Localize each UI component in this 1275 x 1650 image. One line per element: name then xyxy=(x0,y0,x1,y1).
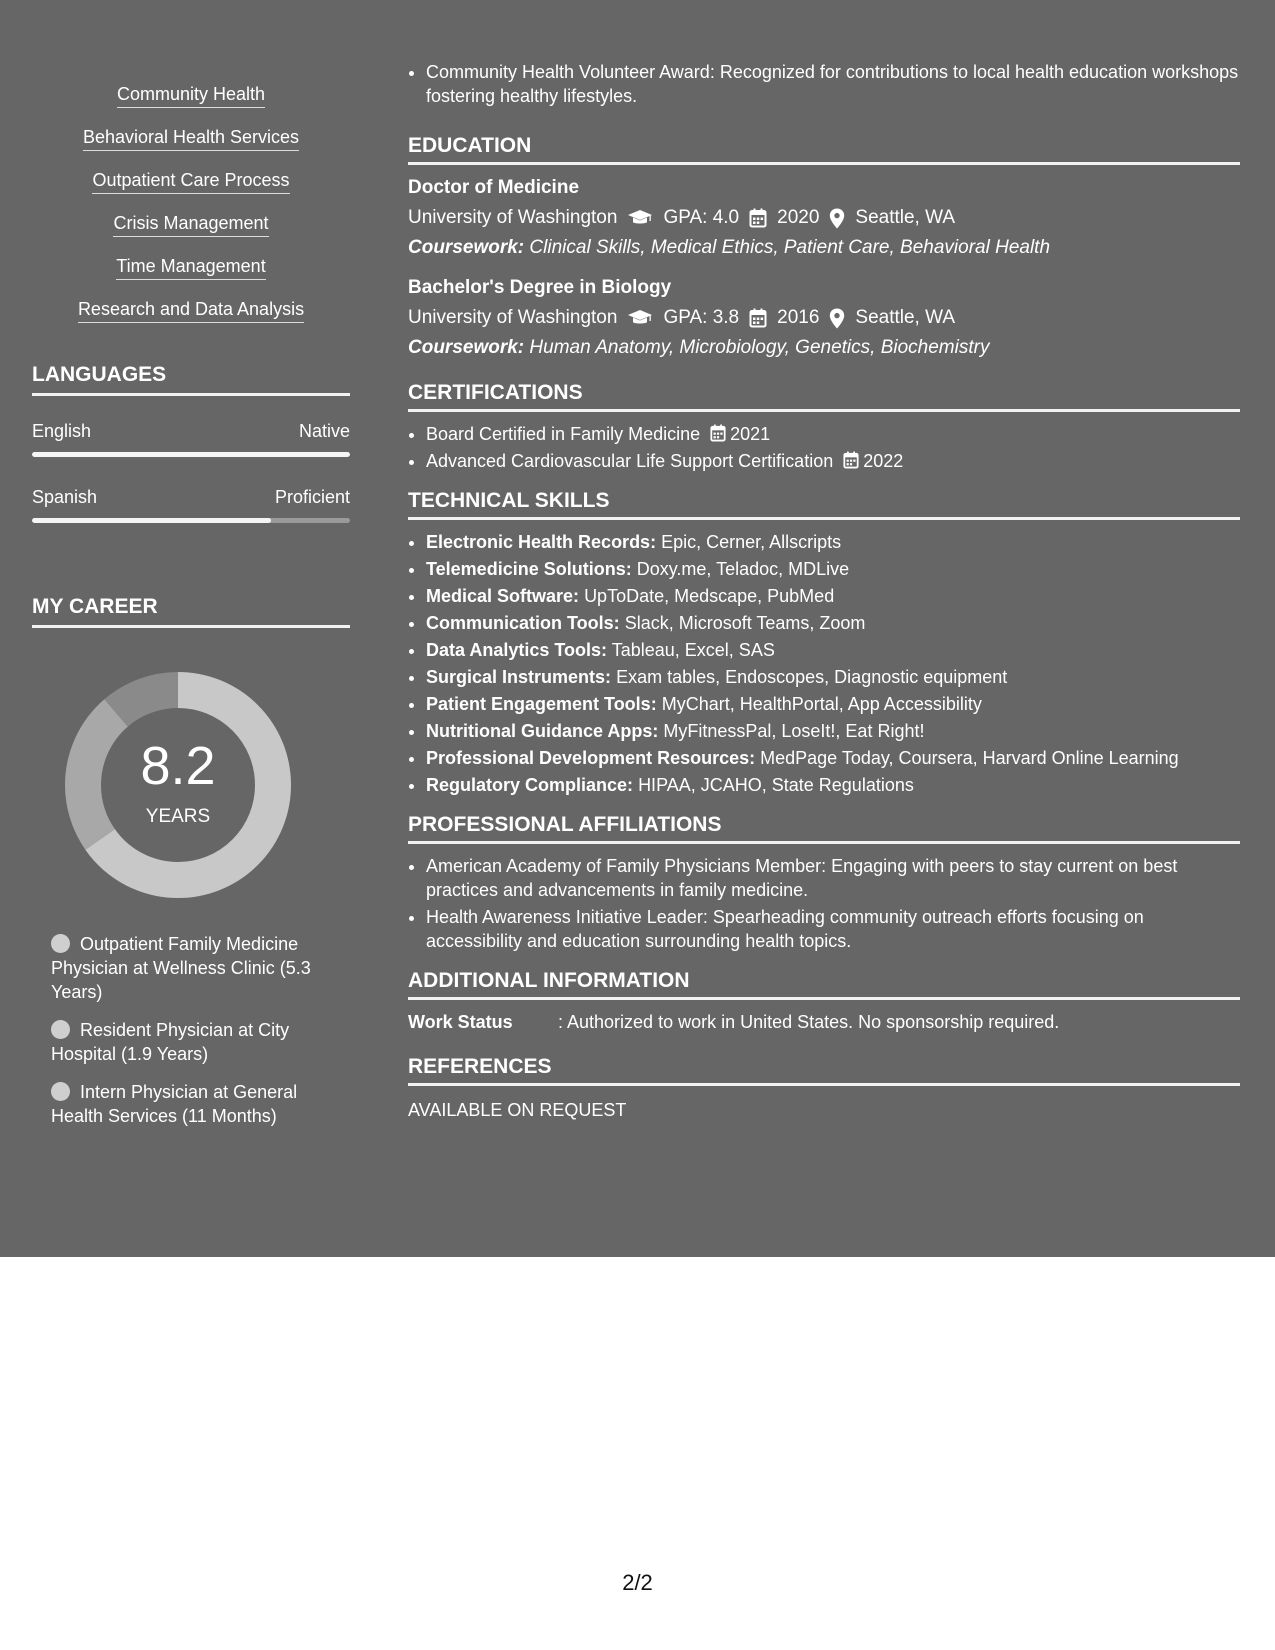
coursework-value: Clinical Skills, Medical Ethics, Patient Care, Behavioral Health xyxy=(529,237,1051,258)
awards-list xyxy=(408,60,1240,108)
skill-values: Tableau, Excel, SAS xyxy=(611,640,775,660)
degree-title: Bachelor's Degree in Biology xyxy=(408,277,672,298)
additional-info-heading: ADDITIONAL INFORMATION xyxy=(408,969,1240,1000)
school-location: Seattle, WA xyxy=(855,207,956,228)
skill-item xyxy=(32,127,350,151)
skill-label: Community Health xyxy=(117,84,265,108)
sidebar xyxy=(32,60,350,1142)
skill-item xyxy=(32,299,350,323)
skill-label: Time Management xyxy=(116,256,265,280)
skill-category: Patient Engagement Tools: xyxy=(426,694,657,714)
work-status-label: Work Status xyxy=(408,1012,513,1032)
language-proficiency-bar xyxy=(32,452,350,457)
skill-label: Crisis Management xyxy=(113,213,268,237)
work-status-value: : Authorized to work in United States. No sponsorship required. xyxy=(558,1012,1060,1032)
career-total-unit: YEARS xyxy=(145,806,211,827)
certifications-list xyxy=(408,422,1240,473)
technical-skill-item xyxy=(426,665,1240,689)
career-total-value: 8.2 xyxy=(140,736,216,796)
affiliation-item: • Health Awareness Initiative Leader: Spearheading community outreach efforts focusing on accessibility and education surrounding health topics. xyxy=(426,905,1240,953)
skill-category: Regulatory Compliance: xyxy=(426,775,634,795)
skill-item xyxy=(32,84,350,108)
technical-skill-item xyxy=(426,719,1240,743)
skill-category: Nutritional Guidance Apps: xyxy=(426,721,659,741)
graduation-year: 2016 xyxy=(777,307,820,328)
school-name: University of Washington xyxy=(408,307,618,328)
skill-values: MyFitnessPal, LoseIt!, Eat Right! xyxy=(663,721,925,741)
legend-label: Resident Physician at City Hospital (1.9 Years) xyxy=(51,1020,290,1064)
language-proficiency-fill xyxy=(32,452,350,457)
school-location: Seattle, WA xyxy=(855,307,956,328)
skill-values: UpToDate, Medscape, PubMed xyxy=(584,586,835,606)
technical-skill-item xyxy=(426,638,1240,662)
language-name: Spanish xyxy=(32,487,98,507)
language-spanish xyxy=(32,487,350,523)
gpa: GPA: 3.8 xyxy=(663,307,740,328)
skill-item xyxy=(32,170,350,194)
calendar-icon xyxy=(749,208,767,228)
technical-skill-item xyxy=(426,584,1240,608)
technical-skill-item xyxy=(426,557,1240,581)
certification-year: 2022 xyxy=(863,451,904,471)
language-level: Proficient xyxy=(274,487,350,507)
skill-category: Medical Software: xyxy=(426,586,580,606)
graduation-cap-icon xyxy=(627,209,653,227)
technical-skills-list xyxy=(408,530,1240,797)
calendar-icon xyxy=(843,451,859,469)
page-number: 2/2 xyxy=(622,1570,653,1595)
technical-skill-item xyxy=(426,746,1240,770)
skill-category: Telemedicine Solutions: xyxy=(426,559,632,579)
technical-skills-heading: TECHNICAL SKILLS xyxy=(408,489,1240,520)
certification-year: 2021 xyxy=(730,424,771,444)
coursework xyxy=(408,337,1240,359)
skill-category: Communication Tools: xyxy=(426,613,620,633)
affiliation-item: • American Academy of Family Physicians Member: Engaging with peers to stay current on best practices and advancements in family medicine. xyxy=(426,854,1240,902)
location-pin-icon xyxy=(829,208,845,229)
technical-skill-item xyxy=(426,611,1240,635)
legend-dot xyxy=(51,1020,70,1039)
main-content xyxy=(408,60,1240,1121)
coursework-label: Coursework: xyxy=(408,337,525,358)
certifications-heading: CERTIFICATIONS xyxy=(408,381,1240,412)
technical-skill-item xyxy=(426,773,1240,797)
coursework-value: Human Anatomy, Microbiology, Genetics, Biochemistry xyxy=(529,337,990,358)
legend-label: Intern Physician at General Health Services (11 Months) xyxy=(51,1082,298,1126)
career-donut-chart xyxy=(65,672,291,898)
languages-heading: LANGUAGES xyxy=(32,363,350,396)
language-level: Native xyxy=(298,421,350,441)
skill-item xyxy=(32,256,350,280)
legend-label: Outpatient Family Medicine Physician at Wellness Clinic (5.3 Years) xyxy=(51,934,311,1002)
career-legend-item xyxy=(51,932,350,1004)
skills-list xyxy=(32,84,350,323)
career-heading: MY CAREER xyxy=(32,595,350,628)
technical-skill-item xyxy=(426,530,1240,554)
technical-skill-item xyxy=(426,692,1240,716)
graduation-year: 2020 xyxy=(777,207,820,228)
location-pin-icon xyxy=(829,308,845,329)
gpa: GPA: 4.0 xyxy=(663,207,740,228)
calendar-icon xyxy=(710,424,726,442)
legend-dot xyxy=(51,1082,70,1101)
skill-values: Doxy.me, Teladoc, MDLive xyxy=(636,559,850,579)
coursework xyxy=(408,237,1240,259)
calendar-icon xyxy=(749,308,767,328)
language-name: English xyxy=(32,421,92,441)
skill-values: MedPage Today, Coursera, Harvard Online Learning xyxy=(760,748,1179,768)
school-name: University of Washington xyxy=(408,207,618,228)
education-item xyxy=(408,177,1240,259)
certification-item xyxy=(426,449,1240,473)
references-value: AVAILABLE ON REQUEST xyxy=(408,1100,627,1120)
skill-item xyxy=(32,213,350,237)
legend-dot xyxy=(51,934,70,953)
career-legend xyxy=(32,932,350,1128)
skill-values: Epic, Cerner, Allscripts xyxy=(661,532,842,552)
references-heading: REFERENCES xyxy=(408,1055,1240,1086)
affiliations-heading: PROFESSIONAL AFFILIATIONS xyxy=(408,813,1240,844)
certification-item xyxy=(426,422,1240,446)
skill-values: HIPAA, JCAHO, State Regulations xyxy=(638,775,914,795)
certification-name: Board Certified in Family Medicine xyxy=(426,424,701,444)
language-proficiency-bar xyxy=(32,518,350,523)
degree-title: Doctor of Medicine xyxy=(408,177,580,198)
skill-label: Behavioral Health Services xyxy=(83,127,299,151)
language-proficiency-fill xyxy=(32,518,271,523)
award-item: • Community Health Volunteer Award: Recognized for contributions to local health education workshops fostering healthy lifestyles. xyxy=(426,60,1240,108)
language-english xyxy=(32,421,350,457)
coursework-label: Coursework: xyxy=(408,237,525,258)
skill-category: Surgical Instruments: xyxy=(426,667,612,687)
education-item xyxy=(408,277,1240,359)
skill-category: Data Analytics Tools: xyxy=(426,640,608,660)
work-status-row xyxy=(408,1012,1240,1033)
career-legend-item xyxy=(51,1080,350,1128)
skill-category: Electronic Health Records: xyxy=(426,532,657,552)
skill-values: MyChart, HealthPortal, App Accessibility xyxy=(661,694,982,714)
skill-label: Outpatient Care Process xyxy=(92,170,289,194)
skill-label: Research and Data Analysis xyxy=(78,299,304,323)
certification-name: Advanced Cardiovascular Life Support Certification xyxy=(426,451,834,471)
career-legend-item xyxy=(51,1018,350,1066)
education-heading: EDUCATION xyxy=(408,134,1240,165)
graduation-cap-icon xyxy=(627,309,653,327)
affiliations-list xyxy=(408,854,1240,953)
skill-values: Slack, Microsoft Teams, Zoom xyxy=(624,613,866,633)
skill-values: Exam tables, Endoscopes, Diagnostic equipment xyxy=(616,667,1008,687)
skill-category: Professional Development Resources: xyxy=(426,748,756,768)
